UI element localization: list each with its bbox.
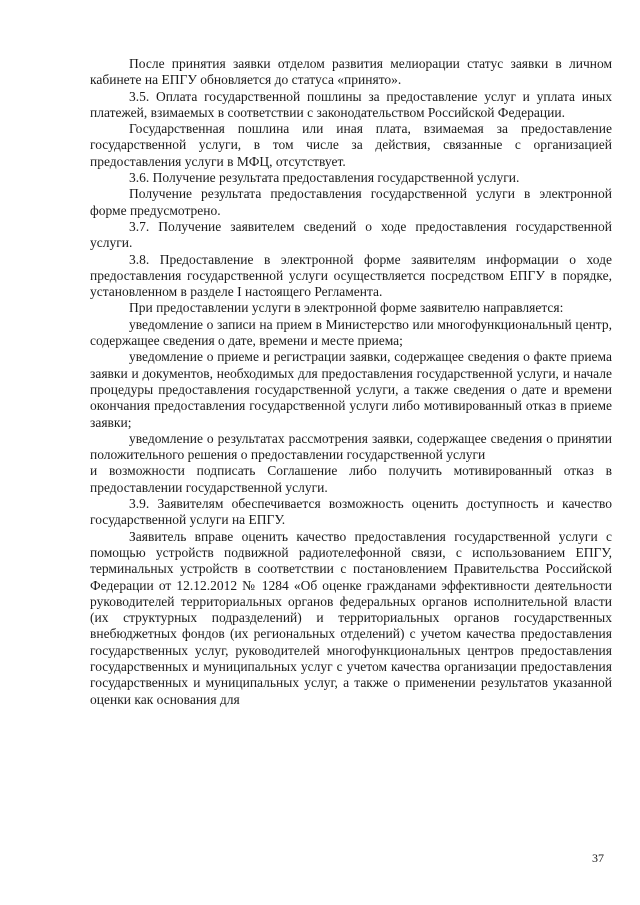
document-body	[90, 56, 612, 708]
paragraph-notifications-intro: При предоставлении услуги в электронной форме заявителю направляется:	[129, 300, 564, 316]
paragraph-3-6: 3.6. Получение результата предоставления государственной услуги.	[129, 170, 520, 186]
paragraph-3-7: 3.7. Получение заявителем сведений о ходе предоставления государственной услуги.	[90, 218, 612, 251]
paragraph-quality-assessment: Заявитель вправе оценить качество предоставления государственной услуги с помощью устройств подвижной радиотелефонной связи, с использованием ЕПГУ, терминальных устройств в соответствии с постановлением Правительства Российской Федерации от 12.12.2012 № 1284 «Об оценке гражданами эффективности деятельности руководителей территориальных органов федеральных органов исполнительной власти (их структурных подразделений) и территориальных органов государственных внебюджетных фондов (их региональных отделений) с учетом качества предоставления государственных услуг, руководителей многофункциональных центров предоставления государственных и муниципальных услуг с учетом качества организации предоставления государственных и муниципальных услуг, а также о применении результатов указанной оценки как основания для	[90, 528, 612, 707]
paragraph-3-9: 3.9. Заявителям обеспечивается возможность оценить доступность и качество государственной услуги на ЕПГУ.	[90, 496, 612, 528]
paragraph-3-8: 3.8. Предоставление в электронной форме заявителям информации о ходе предоставления государственной услуги осуществляется посредством ЕПГУ в порядке, установленном в разделе I настоящего Регламента.	[90, 251, 612, 300]
page-number: 37	[592, 851, 604, 865]
paragraph-electronic-result: Получение результата предоставления государственной услуги в электронной форме предусмотрено.	[90, 186, 612, 218]
paragraph-notification-registration: уведомление о приеме и регистрации заявки, содержащее сведения о факте приема заявки и документов, необходимых для предоставления государственной услуги, и начале процедуры предоставления государственной услуги, а также сведения о дате и времени окончания предоставления государственной услуги либо мотивированный отказ в приеме заявки;	[90, 349, 612, 430]
paragraph-notification-results: уведомление о результатах рассмотрения заявки, содержащее сведения о принятии положительного решения о предоставлении государственной услуги	[90, 430, 612, 463]
paragraph-agreement: и возможности подписать Соглашение либо получить мотивированный отказ в предоставлении государственной услуги.	[90, 463, 612, 495]
paragraph-notification-appointment: уведомление о записи на прием в Министерство или многофункциональный центр, содержащее сведения о дате, времени и месте приема;	[90, 316, 612, 349]
paragraph-status-update: После принятия заявки отделом развития мелиорации статус заявки в личном кабинете на ЕПГУ обновляется до статуса «принято».	[90, 56, 612, 88]
paragraph-fee: Государственная пошлина или иная плата, взимаемая за предоставление государственной услуги, в том числе за действия, связанные с организацией предоставления услуги в МФЦ, отсутствует.	[90, 121, 612, 169]
paragraph-3-5: 3.5. Оплата государственной пошлины за предоставление услуг и уплата иных платежей, взимаемых в соответствии с законодательством Российской Федерации.	[90, 88, 612, 120]
